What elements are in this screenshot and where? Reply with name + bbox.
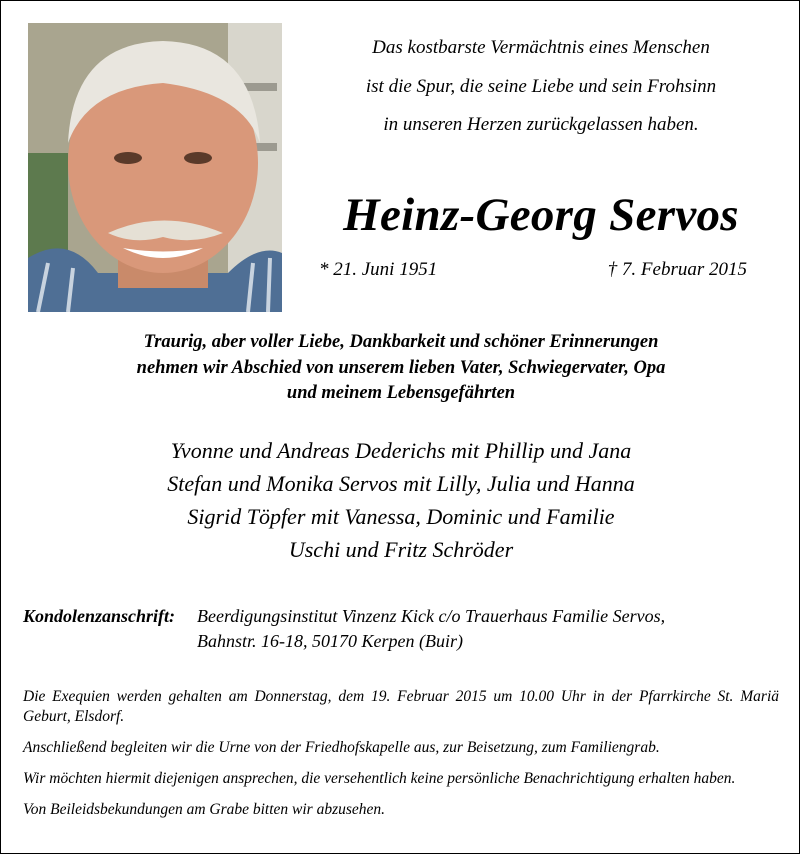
mourner-line: Yvonne und Andreas Dederichs mit Phillip und Jana	[170, 438, 632, 463]
note-burial: Anschließend begleiten wir die Urne von der Friedhofskapelle aus, zur Beisetzung, zum Familiengrab.	[23, 739, 660, 756]
portrait-photo	[28, 23, 282, 312]
announcement-line: nehmen wir Abschied von unserem lieben Vater, Schwiegervater, Opa	[136, 357, 666, 378]
note-notification: Wir möchten hiermit diejenigen ansprechen, die versehentlich keine persönliche Benachrichtigung erhalten haben.	[23, 770, 736, 787]
mourner-line: Sigrid Töpfer mit Vanessa, Dominic und Familie	[187, 504, 615, 529]
birth-date: * 21. Juni 1951	[319, 259, 438, 280]
condolence-label: Kondolenzanschrift:	[23, 606, 176, 626]
note-funeral-service: Die Exequien werden gehalten am Donnerstag, dem 19. Februar 2015 um 10.00 Uhr in der Pfarrkirche St. Mariä Geburt, Elsdorf.	[23, 688, 779, 725]
memorial-quote	[301, 29, 781, 145]
service-notes	[23, 687, 779, 831]
death-date: † 7. Februar 2015	[607, 259, 747, 280]
note-condolences: Von Beileidsbekundungen am Grabe bitten wir abzusehen.	[23, 801, 386, 818]
mourner-line: Stefan und Monika Servos mit Lilly, Julia und Hanna	[167, 471, 635, 496]
deceased-name: Heinz-Georg Servos	[343, 189, 739, 241]
mourners-list	[1, 434, 800, 566]
announcement-text	[1, 330, 800, 407]
mourner-line: Uschi und Fritz Schröder	[288, 537, 514, 562]
announcement-line: Traurig, aber voller Liebe, Dankbarkeit und schöner Erinnerungen	[143, 332, 659, 352]
quote-line: ist die Spur, die seine Liebe und sein Frohsinn	[365, 75, 717, 97]
condolence-address-line-1: Beerdigungsinstitut Vinzenz Kick c/o Trauerhaus Familie Servos,	[197, 606, 666, 626]
condolence-address-line-2: Bahnstr. 16-18, 50170 Kerpen (Buir)	[197, 631, 463, 651]
portrait-photo-icon	[28, 23, 282, 312]
announcement-line: und meinem Lebensgefährten	[286, 383, 516, 403]
quote-line: Das kostbarste Vermächtnis eines Menschen	[372, 37, 710, 58]
quote-line: in unseren Herzen zurückgelassen haben.	[383, 114, 699, 135]
